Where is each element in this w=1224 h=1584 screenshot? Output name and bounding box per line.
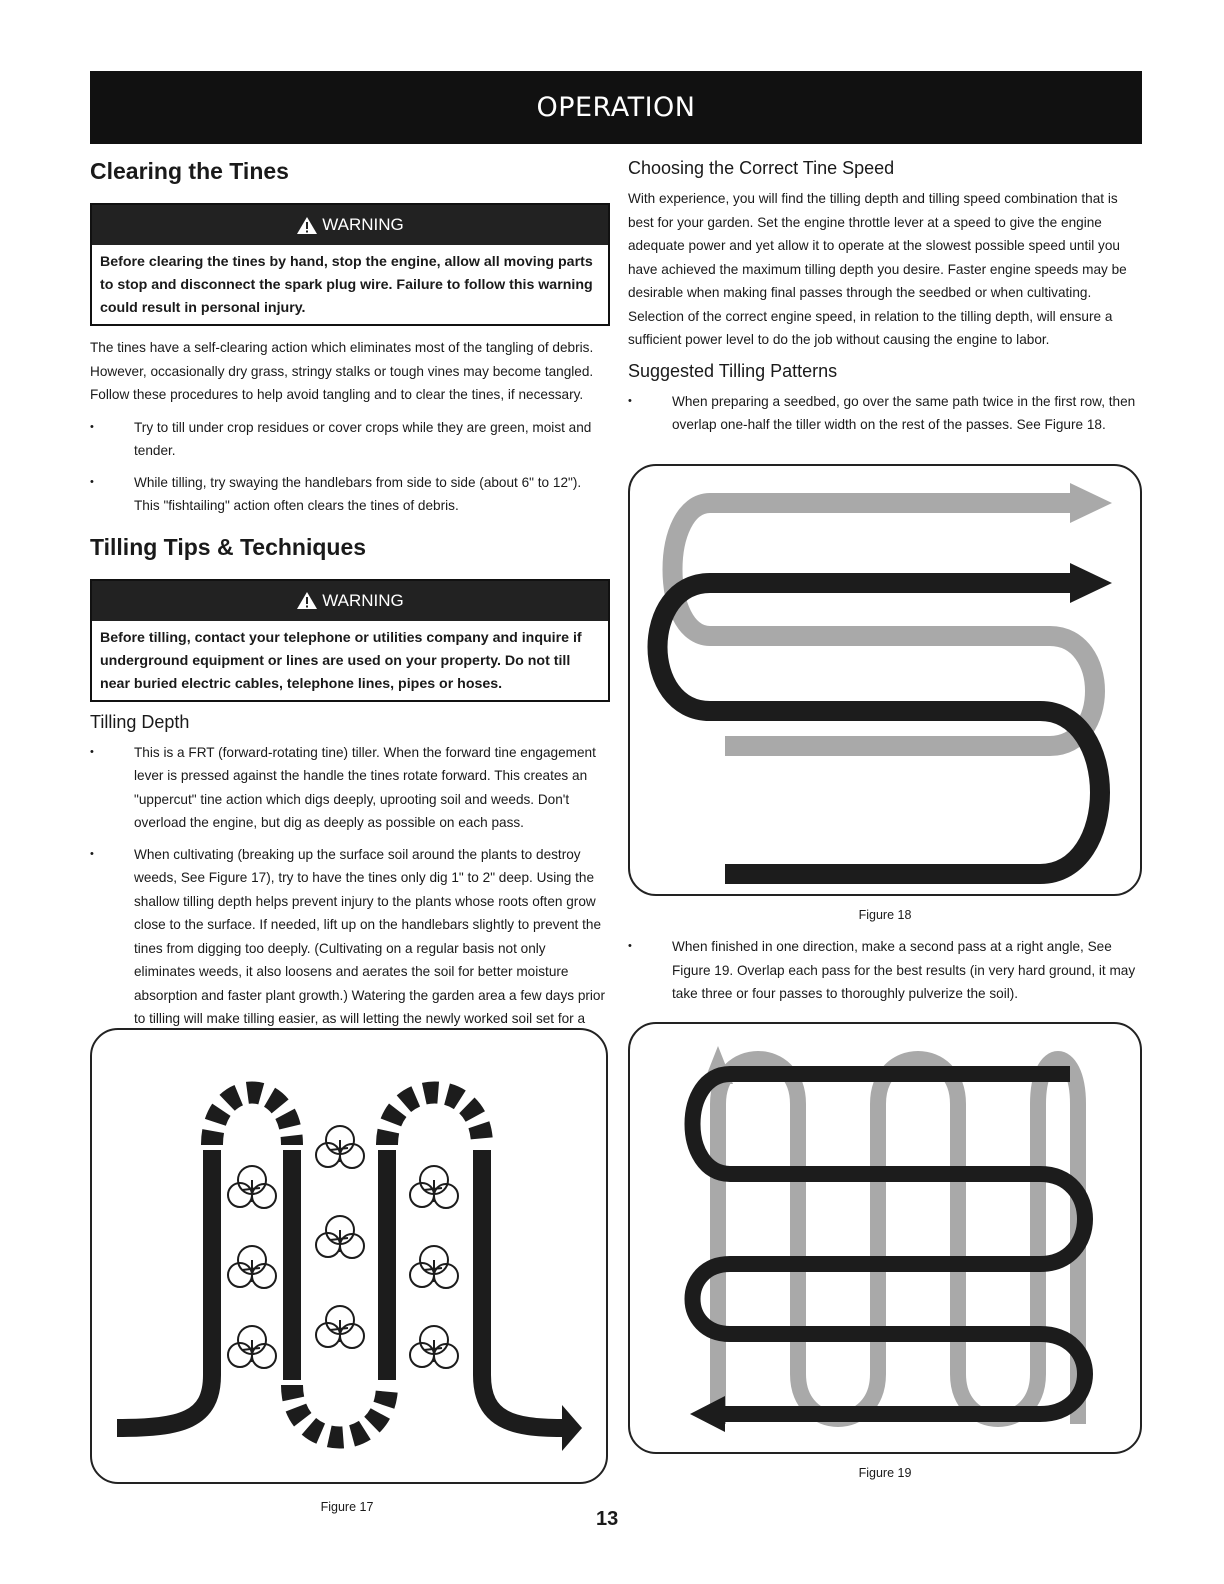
speed-text: With experience, you will find the tilling depth and tilling speed combination that is best for your garden. Set the engine throttle lever at a speed to give the engine adequate power and yet allow it to operate at the slowest possible speed until you have achieved the maximum tilling depth you desire. Faster engine speeds may be desirable when making final passes through the seedbed or when cultivating. Selection of the correct engine speed, in relation to the tilling depth, will ensure a sufficient power level to do the job without causing the engine to labor. [628, 191, 1127, 347]
warning-header [92, 205, 608, 245]
list-item: • Try to till under crop residues or cover crops while they are green, moist and tender. [90, 416, 610, 463]
tilling-warning-box [90, 579, 610, 702]
figure-17-frame [90, 1028, 608, 1484]
page-number: 13 [596, 1508, 619, 1530]
plant-icon [410, 1166, 458, 1208]
list-item: • When cultivating (breaking up the surface soil around the plants to destroy weeds, See Figure 17), try to have the tines only dig 1" to 2" deep. Using the shallow tilling depth helps prevent injury to the plants whose roots often grow close to the surface. If needed, lift up on the handlebars slightly to prevent the tines from digging too deeply. (Cultivating on a regular basis not only eliminates weeds, it also loosens and aerates the soil for better moisture absorption and faster plant growth.) Watering the garden area a few days prior to tilling will make tilling easier, as will letting the newly worked soil set for a [90, 843, 610, 1055]
depth-bullets [90, 741, 610, 1055]
list-item: • When finished in one direction, make a second pass at a right angle, See Figure 19. Overlap each pass for the best results (in very hard ground, it may take three or four passes to thoroughly pulverize the soil). [628, 935, 1142, 1006]
patterns-title: Suggested Tilling Patterns [628, 360, 838, 381]
figure-18-caption: Figure 18 [858, 908, 912, 922]
warning-triangle-icon [296, 216, 318, 235]
warning-text: Before tilling, contact your telephone or utilities company and inquire if underground equipment or lines are used on your property. Do not till near buried electric cables, telephone lines, pipes or hoses. [100, 629, 582, 692]
plant-icon [228, 1326, 276, 1368]
section-banner [90, 71, 1142, 144]
right-column [628, 158, 1142, 447]
warning-text: Before clearing the tines by hand, stop the engine, allow all moving parts to stop and disconnect the spark plug wire. Failure to follow this warning could result in personal injury. [100, 254, 593, 316]
warning-triangle-icon [296, 591, 318, 610]
clearing-intro: The tines have a self-clearing action which eliminates most of the tangling of debris. However, occasionally dry grass, stringy stalks or tough vines may become tangled. Follow these procedures to help avoid tangling and to clear the tines, if necessary. [90, 340, 594, 402]
plant-icon [410, 1326, 458, 1368]
plant-icon [410, 1246, 458, 1288]
warning-header [92, 581, 608, 621]
warning-label: WARNING [322, 215, 404, 234]
depth-title: Tilling Depth [90, 711, 190, 732]
tilling-title: Tilling Tips & Techniques [90, 533, 367, 560]
figure-19-caption: Figure 19 [858, 1466, 912, 1480]
patterns-bullets [628, 390, 1142, 437]
plant-icon [316, 1306, 364, 1348]
figure-18-diagram [630, 466, 1140, 894]
plant-icon [228, 1166, 276, 1208]
plant-icon [316, 1216, 364, 1258]
speed-title: Choosing the Correct Tine Speed [628, 158, 895, 178]
clearing-title: Clearing the Tines [90, 158, 289, 184]
clearing-bullets [90, 416, 610, 518]
patterns-bullets-2 [628, 935, 1142, 1006]
figure-17-diagram [92, 1030, 606, 1482]
clearing-warning-box [90, 203, 610, 326]
section-title: OPERATION [536, 92, 696, 123]
patterns-second-bullet [628, 935, 1142, 1016]
list-item: • While tilling, try swaying the handlebars from side to side (about 6" to 12"). This "fishtailing" action often clears the tines of debris. [90, 471, 610, 518]
list-item: • This is a FRT (forward-rotating tine) tiller. When the forward tine engagement lever is pressed against the handle the tines rotate forward. This creates an "uppercut" tine action which digs deeply, uprooting soil and weeds. Don't overload the engine, but dig as deeply as possible on each pass. [90, 741, 610, 835]
warning-label: WARNING [322, 590, 404, 610]
plant-icon [228, 1246, 276, 1288]
figure-18-frame [628, 464, 1142, 896]
left-column [90, 158, 610, 1064]
plant-icon [316, 1126, 364, 1168]
figure-17-caption: Figure 17 [320, 1500, 374, 1514]
figure-19-diagram [630, 1024, 1140, 1452]
figure-19-frame [628, 1022, 1142, 1454]
list-item: • When preparing a seedbed, go over the same path twice in the first row, then overlap one-half the tiller width on the rest of the passes. See Figure 18. [628, 390, 1142, 437]
